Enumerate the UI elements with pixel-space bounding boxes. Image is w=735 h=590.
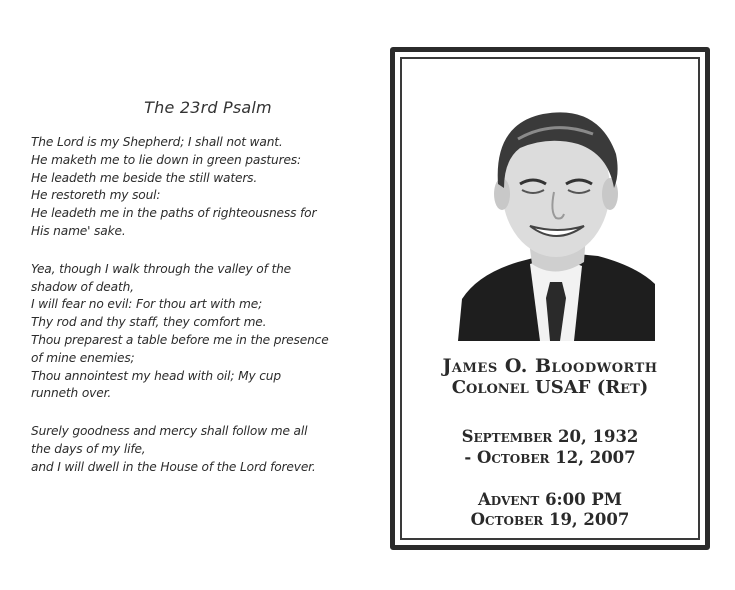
verse-line: runneth over. (31, 386, 112, 401)
verse-line: He restoreth my soul: (31, 188, 161, 203)
verse-line: of mine enemies; (31, 350, 135, 365)
verse-line: I will fear no evil: For thou art with me; (31, 297, 263, 312)
verse-line: The Lord is my Shepherd; I shall not want. (31, 135, 283, 149)
portrait-icon (458, 84, 655, 341)
psalm-panel (31, 98, 361, 497)
military-rank: Colonel USAF (Ret) (451, 377, 649, 398)
verse-line: Thou preparest a table before me in the presence (31, 332, 329, 347)
stanza-1 (31, 134, 361, 241)
psalm-title: The 23rd Psalm (144, 98, 272, 117)
service-time: Advent 6:00 PM (477, 490, 623, 509)
memorial-card (390, 47, 710, 550)
verse-line: and I will dwell in the House of the Lord forever. (31, 459, 316, 474)
verse-line: shadow of death, (31, 279, 134, 294)
verse-line: Yea, though I walk through the valley of the (31, 261, 292, 276)
stanza-3 (31, 423, 361, 476)
birth-date: September 20, 1932 (461, 427, 639, 446)
stanza-2 (31, 261, 361, 403)
verse-line: the days of my life, (31, 441, 146, 456)
card-inner-border (400, 57, 700, 540)
deceased-name: James O. Bloodworth (442, 355, 658, 377)
verse-line: He leadeth me beside the still waters. (31, 170, 258, 185)
verse-line: Thou annointest my head with oil; My cup (31, 368, 281, 383)
verse-line: Surely goodness and mercy shall follow me all (31, 424, 308, 439)
verse-line: Thy rod and thy staff, they comfort me. (31, 315, 267, 330)
portrait-photo (458, 84, 655, 341)
verse-line: His name' sake. (31, 223, 126, 238)
verse-line: He maketh me to lie down in green pastures: (31, 152, 301, 167)
service-date: October 19, 2007 (470, 510, 630, 529)
verse-line: He leadeth me in the paths of righteousness for (31, 206, 317, 221)
death-date: - October 12, 2007 (464, 448, 636, 467)
